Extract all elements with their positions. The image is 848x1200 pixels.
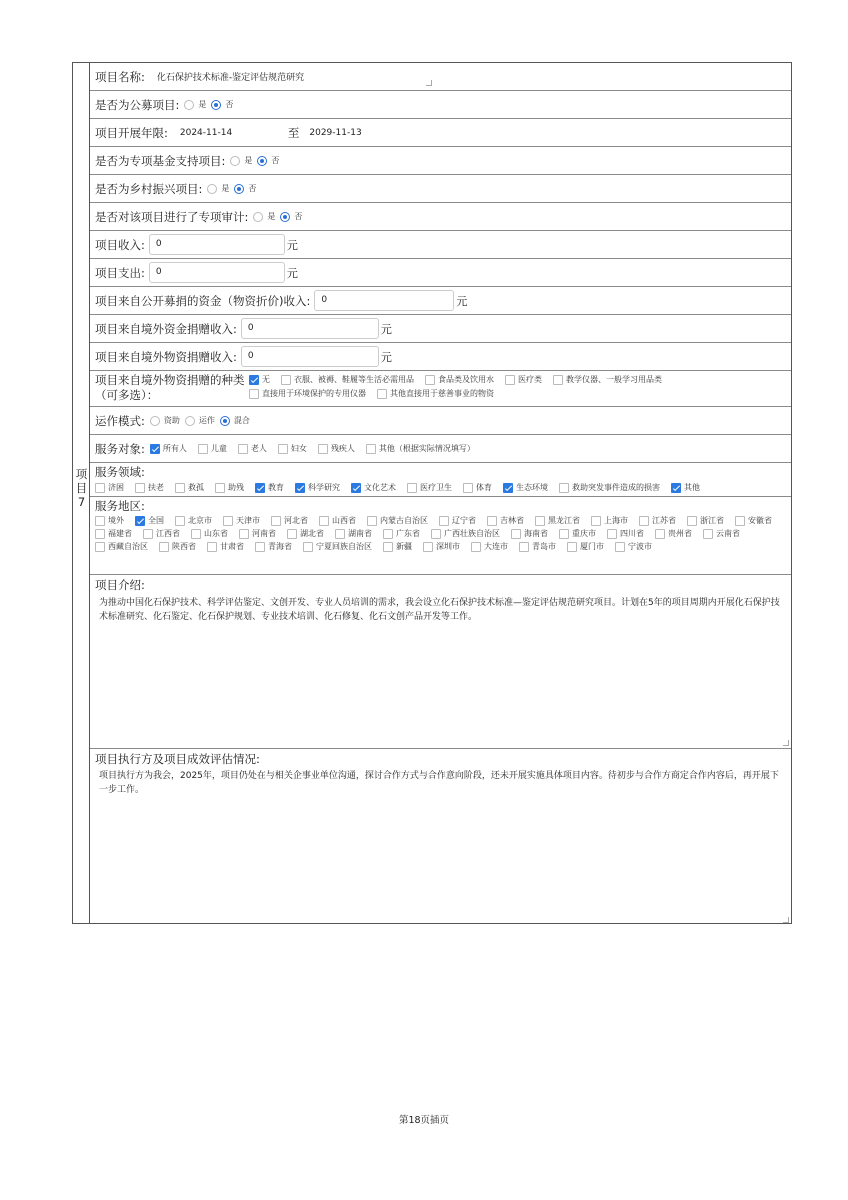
foreign-fund-input[interactable]: 0 bbox=[241, 318, 379, 339]
checkbox-label: 新疆 bbox=[396, 542, 412, 551]
checkbox-label: 浙江省 bbox=[700, 516, 724, 525]
checkbox[interactable] bbox=[135, 516, 145, 526]
checkbox-option[interactable] bbox=[290, 482, 340, 493]
public-fundraising-row bbox=[90, 91, 791, 119]
side-label bbox=[73, 467, 90, 509]
special-fund-label: 是否为专项基金支持项目: bbox=[95, 153, 226, 168]
checkbox[interactable] bbox=[559, 529, 569, 539]
mode-label: 运作模式: bbox=[95, 413, 145, 428]
checkbox[interactable] bbox=[95, 529, 105, 539]
checkbox-option[interactable] bbox=[482, 515, 524, 526]
checkbox[interactable] bbox=[591, 516, 601, 526]
radio-fund[interactable] bbox=[150, 416, 160, 426]
checkbox-option[interactable] bbox=[154, 541, 196, 552]
goods-option[interactable] bbox=[500, 374, 542, 385]
checkbox-label: 甘肃省 bbox=[220, 542, 244, 551]
foreign-goods-unit: 元 bbox=[380, 350, 392, 364]
target-option[interactable] bbox=[145, 443, 187, 454]
checkbox-option[interactable] bbox=[90, 528, 132, 539]
page-footer: 第18页插页 bbox=[398, 1115, 450, 1126]
side-column bbox=[73, 63, 90, 923]
checkbox-label: 体育 bbox=[476, 483, 492, 492]
goods-option[interactable] bbox=[548, 374, 662, 385]
checkbox[interactable] bbox=[559, 483, 569, 493]
checkbox-option[interactable] bbox=[602, 528, 644, 539]
public-income-input[interactable]: 0 bbox=[314, 290, 454, 311]
target-option[interactable] bbox=[313, 443, 355, 454]
checkbox[interactable] bbox=[366, 444, 376, 454]
targets-label: 服务对象: bbox=[95, 441, 145, 456]
checkbox[interactable] bbox=[383, 529, 393, 539]
checkbox-label: 教学仪器、一般学习用品类 bbox=[566, 375, 662, 384]
checkbox[interactable] bbox=[439, 516, 449, 526]
regions-list bbox=[90, 515, 780, 552]
period-label: 项目开展年限: bbox=[95, 125, 168, 140]
checkbox[interactable] bbox=[511, 529, 521, 539]
checkbox-option[interactable] bbox=[170, 482, 204, 493]
checkbox-label: 贵州省 bbox=[668, 529, 692, 538]
radio-yes-label: 是 bbox=[267, 212, 276, 221]
checkbox-label: 陕西省 bbox=[172, 542, 196, 551]
expense-row bbox=[90, 259, 791, 287]
checkbox[interactable] bbox=[351, 483, 361, 493]
resize-handle-icon[interactable] bbox=[783, 740, 789, 746]
checkbox-label: 重庆市 bbox=[572, 529, 596, 538]
checkbox[interactable] bbox=[255, 483, 265, 493]
checkbox[interactable] bbox=[567, 542, 577, 552]
side-label-char: 7 bbox=[77, 495, 86, 509]
rural-label: 是否为乡村振兴项目: bbox=[95, 181, 203, 196]
checkbox[interactable] bbox=[471, 542, 481, 552]
checkbox-label: 江苏省 bbox=[652, 516, 676, 525]
period-separator: 至 bbox=[287, 125, 300, 140]
radio-no-label: 否 bbox=[225, 100, 234, 109]
checkbox[interactable] bbox=[175, 483, 185, 493]
intro-label: 项目介绍: bbox=[95, 578, 145, 592]
target-option[interactable] bbox=[193, 443, 227, 454]
checkbox[interactable] bbox=[318, 444, 328, 454]
radio-label: 混合 bbox=[233, 416, 250, 425]
checkbox-label: 儿童 bbox=[210, 444, 227, 453]
checkbox[interactable] bbox=[671, 483, 681, 493]
checkbox-label: 四川省 bbox=[620, 529, 644, 538]
expense-input[interactable]: 0 bbox=[149, 262, 285, 283]
checkbox-option[interactable] bbox=[650, 528, 692, 539]
fields-list bbox=[90, 482, 791, 493]
checkbox[interactable] bbox=[143, 529, 153, 539]
checkbox-label: 扶老 bbox=[148, 483, 164, 492]
checkbox-label: 青海省 bbox=[268, 542, 292, 551]
intro-text[interactable]: 为推动中国化石保护技术、科学评估鉴定、文创开发、专业人员培训的需求，我会设立化石保护技术标准—鉴定评估规范研究项目。计划在5年的项目周期内开展化石保护技术标准研究、化石鉴定、化石保护规划、专业技术培训、化石修复、化石文创产品开发等工作。 bbox=[99, 598, 780, 622]
checkbox[interactable] bbox=[553, 375, 563, 385]
checkbox-option[interactable] bbox=[378, 528, 420, 539]
checkbox[interactable] bbox=[255, 542, 265, 552]
checkbox-label: 吉林省 bbox=[500, 516, 524, 525]
radio-yes[interactable] bbox=[207, 184, 217, 194]
radio-yes-label: 是 bbox=[244, 156, 253, 165]
checkbox-option[interactable] bbox=[682, 515, 724, 526]
checkbox-label: 湖北省 bbox=[300, 529, 324, 538]
checkbox[interactable] bbox=[198, 444, 208, 454]
checkbox-option[interactable] bbox=[186, 528, 228, 539]
goods-option[interactable] bbox=[276, 374, 414, 385]
income-label: 项目收入: bbox=[95, 237, 145, 252]
checkbox-option[interactable] bbox=[610, 541, 652, 552]
radio-no-label: 否 bbox=[271, 156, 280, 165]
checkbox-label: 所有人 bbox=[162, 444, 187, 453]
checkbox-label: 北京市 bbox=[188, 516, 212, 525]
checkbox[interactable] bbox=[175, 516, 185, 526]
period-end[interactable]: 2029-11-13 bbox=[309, 127, 362, 138]
fields-row bbox=[90, 463, 791, 497]
checkbox[interactable] bbox=[150, 444, 160, 454]
checkbox[interactable] bbox=[207, 542, 217, 552]
checkbox[interactable] bbox=[655, 529, 665, 539]
checkbox-option[interactable] bbox=[458, 482, 492, 493]
checkbox-option[interactable] bbox=[362, 515, 428, 526]
checkbox-option[interactable] bbox=[90, 541, 148, 552]
checkbox-option[interactable] bbox=[586, 515, 628, 526]
checkbox-label: 广东省 bbox=[396, 529, 420, 538]
checkbox-option[interactable] bbox=[506, 528, 548, 539]
checkbox-option[interactable] bbox=[634, 515, 676, 526]
checkbox[interactable] bbox=[463, 483, 473, 493]
checkbox-label: 云南省 bbox=[716, 529, 740, 538]
public-income-label: 项目来自公开募捐的资金（物资折价)收入: bbox=[95, 293, 311, 308]
target-option[interactable] bbox=[361, 443, 475, 454]
checkbox[interactable] bbox=[367, 516, 377, 526]
audit-label: 是否对该项目进行了专项审计: bbox=[95, 209, 249, 224]
target-option[interactable] bbox=[273, 443, 307, 454]
execution-text[interactable]: 项目执行方为我会，2025年，项目仍处在与相关企事业单位沟通，探讨合作方式与合作意向阶段，还未开展实施具体项目内容。待初步与合作方商定合作内容后，再开展下一步工作。 bbox=[99, 771, 779, 795]
checkbox-option[interactable] bbox=[514, 541, 556, 552]
checkbox-option[interactable] bbox=[282, 528, 324, 539]
checkbox[interactable] bbox=[639, 516, 649, 526]
checkbox-label: 安徽省 bbox=[748, 516, 772, 525]
checkbox-option[interactable] bbox=[666, 482, 700, 493]
checkbox-label: 妇女 bbox=[290, 444, 307, 453]
foreign-goods-input[interactable]: 0 bbox=[241, 346, 379, 367]
project-name-row bbox=[90, 63, 791, 91]
checkbox-option[interactable] bbox=[90, 482, 124, 493]
checkbox-option[interactable] bbox=[562, 541, 604, 552]
checkbox-label: 教育 bbox=[268, 483, 284, 492]
side-label-char: 目 bbox=[75, 481, 88, 495]
checkbox-label: 大连市 bbox=[484, 542, 508, 551]
checkbox-option[interactable] bbox=[554, 482, 660, 493]
checkbox[interactable] bbox=[249, 389, 259, 399]
checkbox-label: 科学研究 bbox=[308, 483, 340, 492]
radio-yes-label: 是 bbox=[198, 100, 207, 109]
radio-no-label: 否 bbox=[294, 212, 303, 221]
checkbox-option[interactable] bbox=[250, 541, 292, 552]
period-start[interactable]: 2024-11-14 bbox=[179, 127, 233, 138]
checkbox-label: 医疗卫生 bbox=[420, 483, 452, 492]
execution-label: 项目执行方及项目成效评估情况: bbox=[95, 752, 260, 766]
checkbox-option[interactable] bbox=[202, 541, 244, 552]
rural-row bbox=[90, 175, 791, 203]
checkbox-label: 内蒙古自治区 bbox=[380, 516, 428, 525]
checkbox-label: 湖南省 bbox=[348, 529, 372, 538]
checkbox-label: 江西省 bbox=[156, 529, 180, 538]
resize-handle-icon[interactable] bbox=[783, 917, 789, 923]
checkbox[interactable] bbox=[615, 542, 625, 552]
checkbox-label: 食品类及饮用水 bbox=[438, 375, 494, 384]
checkbox-label: 海南省 bbox=[524, 529, 548, 538]
fields-label: 服务领域: bbox=[95, 465, 145, 479]
intro-row bbox=[90, 575, 791, 749]
public-income-unit: 元 bbox=[456, 294, 468, 308]
checkbox-option[interactable] bbox=[378, 541, 412, 552]
checkbox-option[interactable] bbox=[130, 515, 164, 526]
checkbox[interactable] bbox=[425, 375, 435, 385]
checkbox[interactable] bbox=[215, 483, 225, 493]
targets-row bbox=[90, 435, 791, 463]
goods-types-row bbox=[90, 371, 791, 407]
checkbox-label: 河南省 bbox=[252, 529, 276, 538]
radio-yes[interactable] bbox=[184, 100, 194, 110]
public-fundraising-label: 是否为公募项目: bbox=[95, 97, 180, 112]
checkbox-option[interactable] bbox=[298, 541, 372, 552]
mode-row bbox=[90, 407, 791, 435]
checkbox-label: 其他（根据实际情况填写） bbox=[378, 444, 475, 453]
checkbox-option[interactable] bbox=[530, 515, 580, 526]
checkbox-label: 其他直接用于慈善事业的物资 bbox=[390, 389, 494, 398]
checkbox[interactable] bbox=[95, 483, 105, 493]
special-fund-row bbox=[90, 147, 791, 175]
checkbox[interactable] bbox=[505, 375, 515, 385]
regions-row bbox=[90, 497, 791, 575]
checkbox[interactable] bbox=[281, 375, 291, 385]
checkbox[interactable] bbox=[191, 529, 201, 539]
checkbox-option[interactable] bbox=[466, 541, 508, 552]
checkbox[interactable] bbox=[135, 483, 145, 493]
period-row bbox=[90, 119, 791, 147]
checkbox[interactable] bbox=[703, 529, 713, 539]
checkbox[interactable] bbox=[303, 542, 313, 552]
checkbox-label: 河北省 bbox=[284, 516, 308, 525]
checkbox[interactable] bbox=[487, 516, 497, 526]
checkbox-option[interactable] bbox=[330, 528, 372, 539]
checkbox-option[interactable] bbox=[250, 482, 284, 493]
project-form bbox=[72, 62, 792, 924]
form-main bbox=[90, 63, 791, 923]
checkbox[interactable] bbox=[95, 516, 105, 526]
audit-row bbox=[90, 203, 791, 231]
checkbox-label: 助残 bbox=[228, 483, 244, 492]
checkbox-option[interactable] bbox=[266, 515, 308, 526]
checkbox-label: 无 bbox=[262, 375, 270, 384]
checkbox[interactable] bbox=[383, 542, 393, 552]
checkbox[interactable] bbox=[735, 516, 745, 526]
radio-no[interactable] bbox=[280, 212, 290, 222]
radio-yes[interactable] bbox=[230, 156, 240, 166]
checkbox[interactable] bbox=[239, 529, 249, 539]
checkbox-option[interactable] bbox=[90, 515, 124, 526]
checkbox-label: 救助突发事件造成的损害 bbox=[572, 483, 660, 492]
checkbox-option[interactable] bbox=[426, 528, 500, 539]
checkbox-label: 境外 bbox=[108, 516, 124, 525]
checkbox[interactable] bbox=[535, 516, 545, 526]
checkbox-label: 山东省 bbox=[204, 529, 228, 538]
execution-row bbox=[90, 749, 791, 925]
checkbox[interactable] bbox=[503, 483, 513, 493]
checkbox-option[interactable] bbox=[402, 482, 452, 493]
checkbox-label: 青岛市 bbox=[532, 542, 556, 551]
target-option[interactable] bbox=[233, 443, 267, 454]
checkbox-label: 福建省 bbox=[108, 529, 132, 538]
checkbox-option[interactable] bbox=[138, 528, 180, 539]
checkbox[interactable] bbox=[287, 529, 297, 539]
checkbox-label: 辽宁省 bbox=[452, 516, 476, 525]
public-income-row bbox=[90, 287, 791, 315]
goods-types-label: 项目来自境外物资捐赠的种类 bbox=[95, 373, 245, 387]
checkbox-label: 宁夏回族自治区 bbox=[316, 542, 372, 551]
goods-types-sublabel: （可多选）： bbox=[95, 388, 159, 402]
foreign-goods-row bbox=[90, 343, 791, 371]
checkbox[interactable] bbox=[519, 542, 529, 552]
checkbox-label: 深圳市 bbox=[436, 542, 460, 551]
checkbox-label: 救孤 bbox=[188, 483, 204, 492]
checkbox[interactable] bbox=[159, 542, 169, 552]
expense-unit: 元 bbox=[286, 266, 298, 280]
checkbox-option[interactable] bbox=[554, 528, 596, 539]
checkbox-option[interactable] bbox=[314, 515, 356, 526]
checkbox-label: 衣服、被褥、鞋履等生活必需用品 bbox=[294, 375, 414, 384]
resize-handle-icon[interactable] bbox=[426, 80, 432, 86]
checkbox[interactable] bbox=[431, 529, 441, 539]
checkbox-option[interactable] bbox=[498, 482, 548, 493]
side-label-char: 项 bbox=[75, 467, 88, 481]
checkbox-label: 老人 bbox=[250, 444, 267, 453]
foreign-goods-label: 项目来自境外物资捐赠收入: bbox=[95, 349, 237, 364]
radio-yes[interactable] bbox=[253, 212, 263, 222]
radio-yes-label: 是 bbox=[221, 184, 230, 193]
checkbox-label: 黑龙江省 bbox=[548, 516, 580, 525]
regions-label: 服务地区: bbox=[95, 499, 145, 513]
goods-option[interactable] bbox=[244, 388, 366, 399]
project-name-label: 项目名称: bbox=[95, 69, 145, 84]
radio-no[interactable] bbox=[211, 100, 221, 110]
radio-label: 运作 bbox=[198, 416, 215, 425]
checkbox[interactable] bbox=[687, 516, 697, 526]
checkbox-label: 文化艺术 bbox=[364, 483, 396, 492]
checkbox-label: 济困 bbox=[108, 483, 124, 492]
checkbox-option[interactable] bbox=[234, 528, 276, 539]
foreign-fund-row bbox=[90, 315, 791, 343]
checkbox[interactable] bbox=[407, 483, 417, 493]
checkbox-label: 山西省 bbox=[332, 516, 356, 525]
checkbox-label: 宁波市 bbox=[628, 542, 652, 551]
checkbox-option[interactable] bbox=[218, 515, 260, 526]
checkbox[interactable] bbox=[335, 529, 345, 539]
checkbox[interactable] bbox=[271, 516, 281, 526]
checkbox[interactable] bbox=[295, 483, 305, 493]
checkbox-option[interactable] bbox=[130, 482, 164, 493]
checkbox-label: 西藏自治区 bbox=[108, 542, 148, 551]
expense-label: 项目支出: bbox=[95, 265, 145, 280]
foreign-fund-unit: 元 bbox=[380, 322, 392, 336]
income-row bbox=[90, 231, 791, 259]
checkbox[interactable] bbox=[607, 529, 617, 539]
checkbox[interactable] bbox=[95, 542, 105, 552]
radio-no[interactable] bbox=[257, 156, 267, 166]
checkbox[interactable] bbox=[249, 375, 259, 385]
checkbox-option[interactable] bbox=[210, 482, 244, 493]
checkbox-label: 上海市 bbox=[604, 516, 628, 525]
checkbox-label: 直接用于环境保护的专用仪器 bbox=[262, 389, 366, 398]
project-name-value[interactable]: 化石保护技术标准-鉴定评估规范研究 bbox=[156, 73, 305, 83]
checkbox[interactable] bbox=[423, 542, 433, 552]
checkbox-label: 生态环境 bbox=[516, 483, 548, 492]
income-unit: 元 bbox=[286, 238, 298, 252]
checkbox[interactable] bbox=[238, 444, 248, 454]
goods-option[interactable] bbox=[244, 374, 270, 385]
goods-option[interactable] bbox=[372, 388, 494, 399]
checkbox-label: 医疗类 bbox=[518, 375, 542, 384]
checkbox-label: 全国 bbox=[148, 516, 164, 525]
checkbox[interactable] bbox=[377, 389, 387, 399]
checkbox[interactable] bbox=[278, 444, 288, 454]
foreign-fund-label: 项目来自境外资金捐赠收入: bbox=[95, 321, 237, 336]
radio-no-label: 否 bbox=[248, 184, 257, 193]
checkbox-option[interactable] bbox=[418, 541, 460, 552]
checkbox-option[interactable] bbox=[730, 515, 772, 526]
checkbox[interactable] bbox=[319, 516, 329, 526]
checkbox-option[interactable] bbox=[170, 515, 212, 526]
radio-operate[interactable] bbox=[185, 416, 195, 426]
checkbox-option[interactable] bbox=[698, 528, 740, 539]
radio-label: 资助 bbox=[163, 416, 180, 425]
checkbox-label: 广西壮族自治区 bbox=[444, 529, 500, 538]
checkbox[interactable] bbox=[223, 516, 233, 526]
checkbox-option[interactable] bbox=[434, 515, 476, 526]
checkbox-label: 残疾人 bbox=[330, 444, 355, 453]
checkbox-label: 天津市 bbox=[236, 516, 260, 525]
radio-no[interactable] bbox=[234, 184, 244, 194]
goods-option[interactable] bbox=[420, 374, 494, 385]
radio-mixed[interactable] bbox=[220, 416, 230, 426]
checkbox-label: 厦门市 bbox=[580, 542, 604, 551]
checkbox-label: 其他 bbox=[684, 483, 700, 492]
checkbox-option[interactable] bbox=[346, 482, 396, 493]
income-input[interactable]: 0 bbox=[149, 234, 285, 255]
